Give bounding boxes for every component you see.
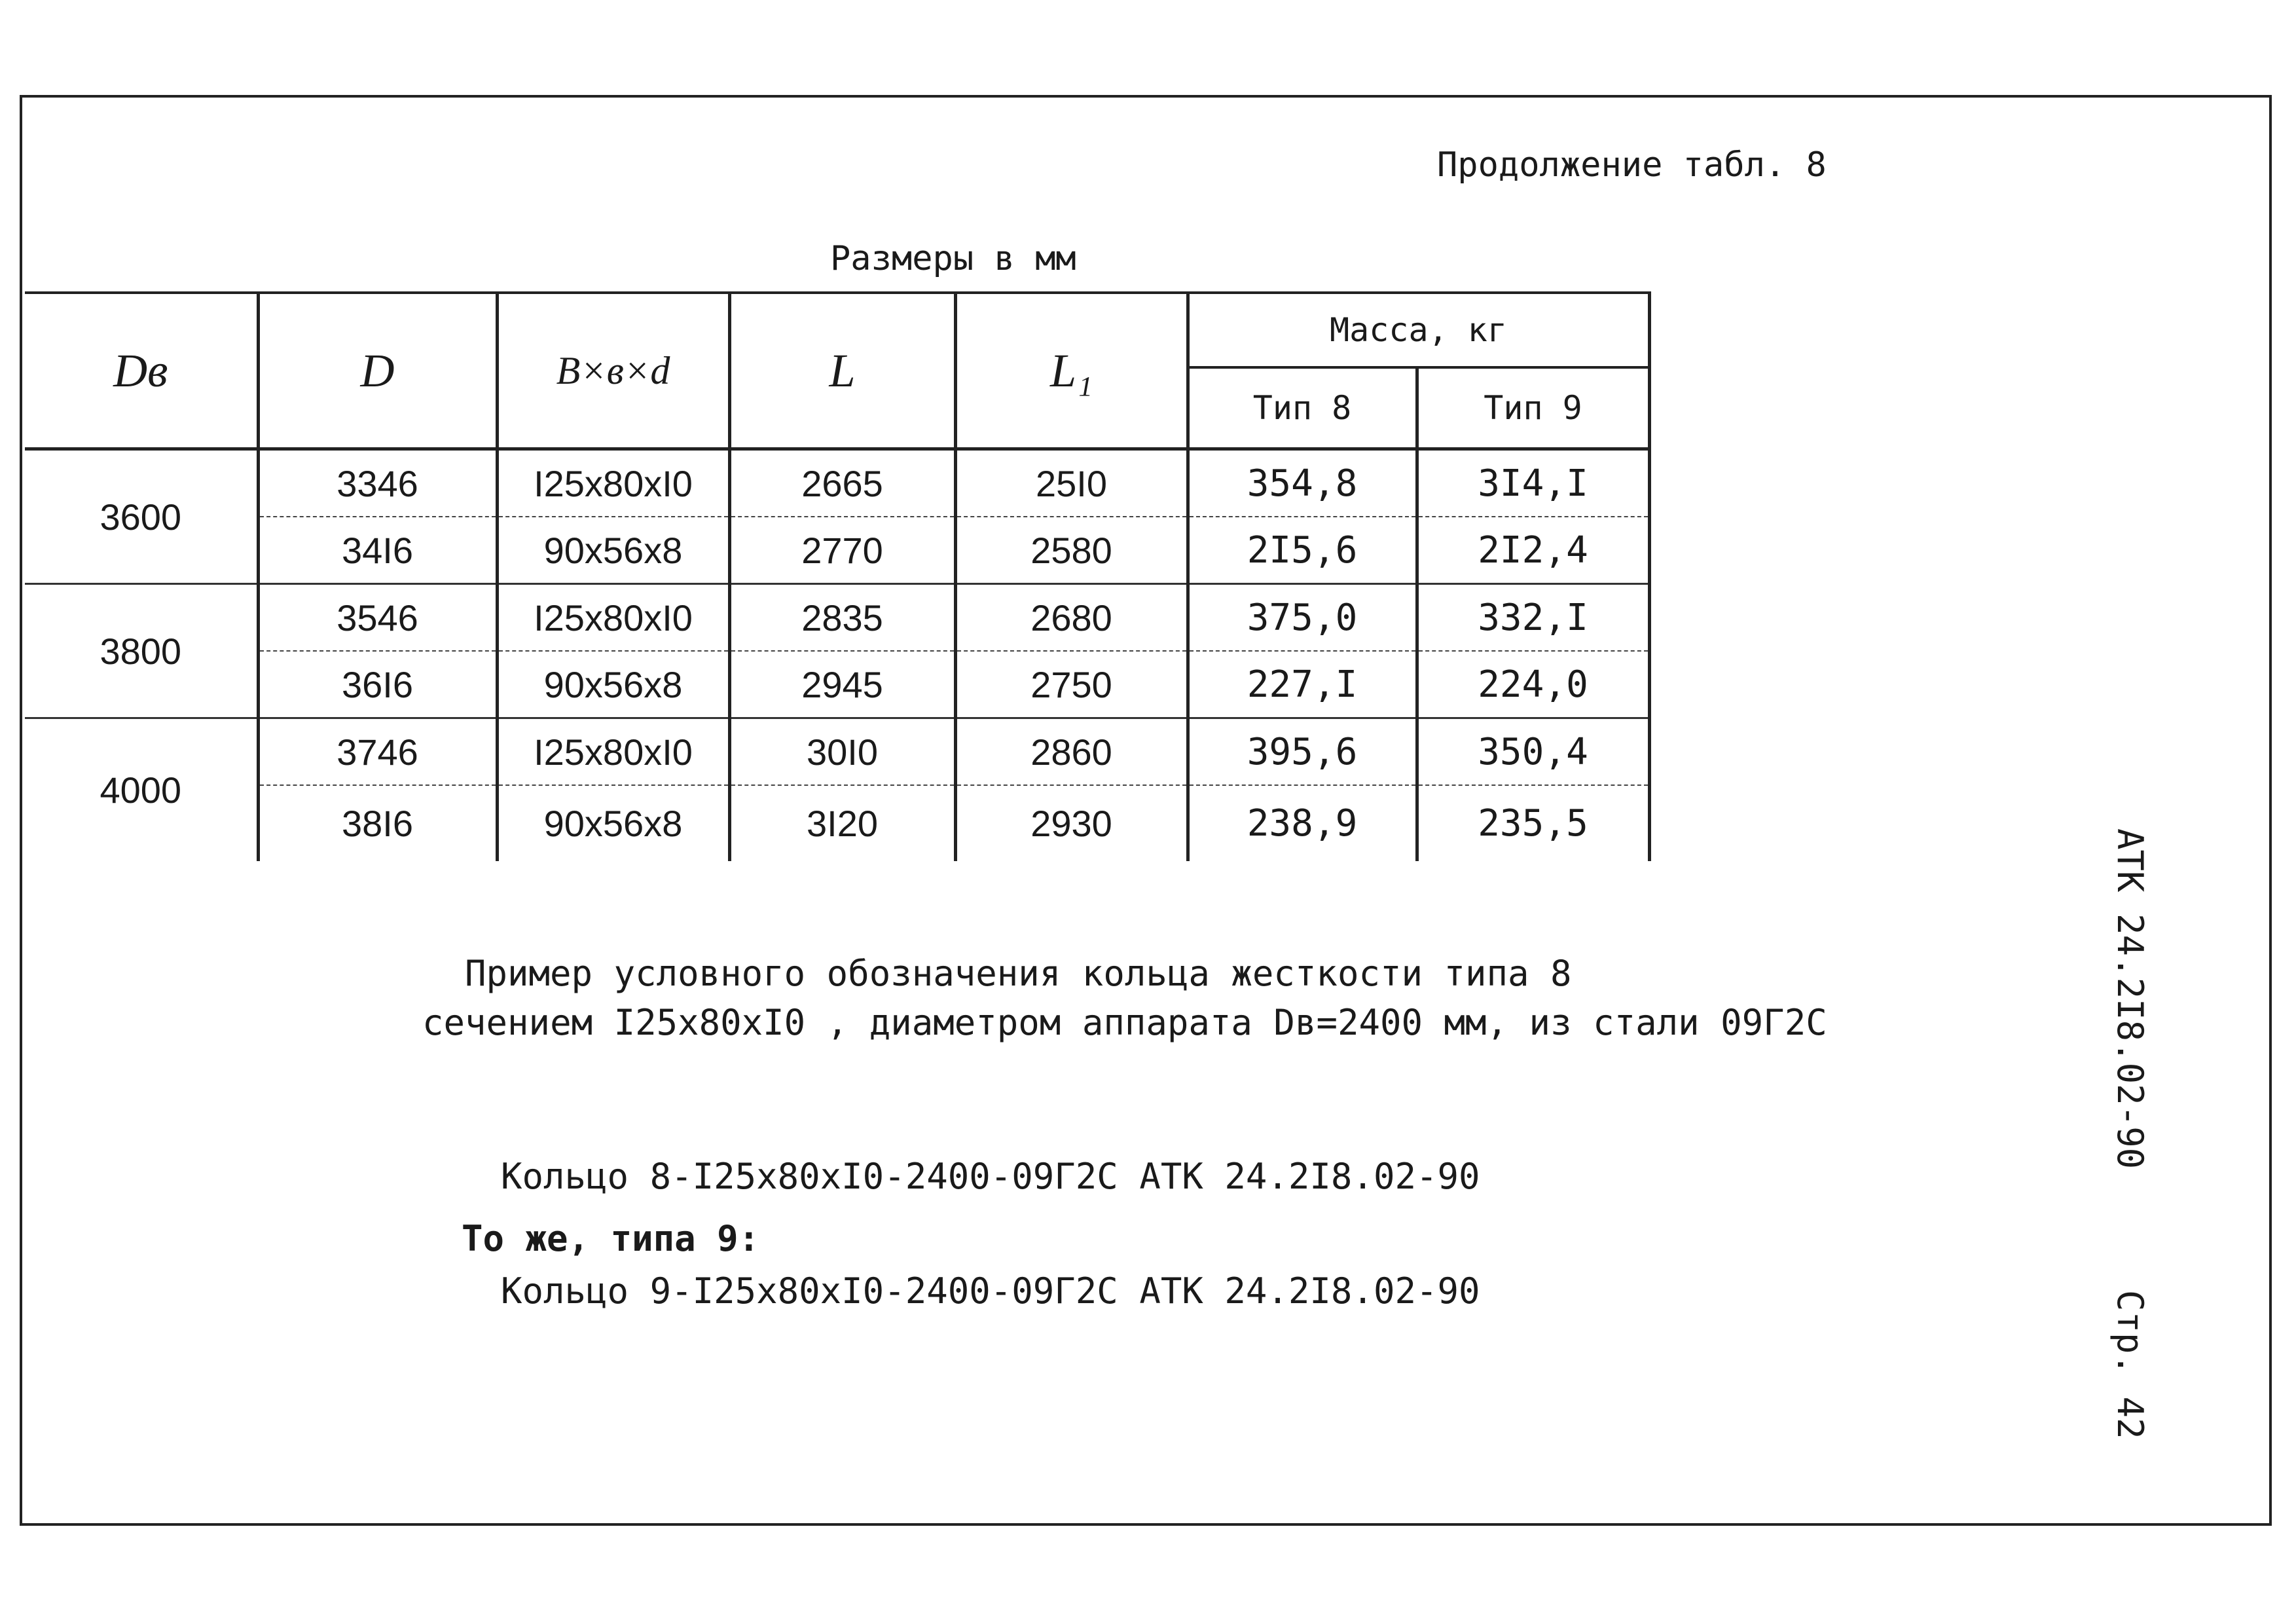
document-code: АТК 24.2I8.02-90: [2109, 828, 2151, 1170]
cell-dv: 3800: [25, 584, 258, 718]
units-note: Размеры в мм: [830, 239, 1076, 278]
cell-mass-type8: 395,6: [1188, 718, 1417, 786]
cell-d: 34I6: [258, 517, 497, 584]
header-type9: Тип 9: [1417, 367, 1649, 449]
cell-mass-type9: 224,0: [1417, 651, 1649, 718]
table-row: [25, 718, 1649, 786]
cell-section: 90x56x8: [497, 785, 729, 861]
cell-d: 3746: [258, 718, 497, 786]
cell-d: 3546: [258, 584, 497, 652]
cell-section: 90x56x8: [497, 651, 729, 718]
cell-l: 3I20: [729, 785, 955, 861]
cell-l: 30I0: [729, 718, 955, 786]
cell-d: 3346: [258, 449, 497, 517]
designation-type8: Кольцо 8-I25x80xI0-2400-09Г2С АТК 24.2I8.02-90: [501, 1156, 1480, 1197]
header-l1: L₁: [955, 293, 1188, 449]
cell-mass-type8: 2I5,6: [1188, 517, 1417, 584]
cell-dv: 3600: [25, 449, 258, 584]
cell-mass-type9: 235,5: [1417, 785, 1649, 861]
cell-d: 36I6: [258, 651, 497, 718]
dimensions-table: [25, 291, 1651, 861]
table-continuation-title: Продолжение табл. 8: [1437, 145, 1827, 185]
page-number: Стр. 42: [2109, 1290, 2151, 1439]
header-type8: Тип 8: [1188, 367, 1417, 449]
cell-l1: 2930: [955, 785, 1188, 861]
cell-l: 2665: [729, 449, 955, 517]
cell-l: 2835: [729, 584, 955, 652]
cell-section: I25x80xI0: [497, 718, 729, 786]
header-d: D: [258, 293, 497, 449]
cell-section: 90x56x8: [497, 517, 729, 584]
cell-l1: 2680: [955, 584, 1188, 652]
cell-l1: 2750: [955, 651, 1188, 718]
table-row: [25, 449, 1649, 517]
example-line-2: сечением I25x80xI0 , диаметром аппарата Dв=2400 мм, из стали 09Г2С: [422, 1002, 1827, 1043]
table-row: [25, 785, 1649, 861]
designation-type9: Кольцо 9-I25x80xI0-2400-09Г2С АТК 24.2I8.02-90: [501, 1270, 1480, 1312]
header-dv: Dв: [25, 293, 258, 449]
table-row: [25, 651, 1649, 718]
cell-mass-type8: 354,8: [1188, 449, 1417, 517]
header-l: L: [729, 293, 955, 449]
cell-l1: 25I0: [955, 449, 1188, 517]
cell-mass-type9: 332,I: [1417, 584, 1649, 652]
cell-mass-type8: 238,9: [1188, 785, 1417, 861]
cell-dv: 4000: [25, 718, 258, 862]
cell-section: I25x80xI0: [497, 449, 729, 517]
cell-d: 38I6: [258, 785, 497, 861]
header-section: B×в×d: [497, 293, 729, 449]
cell-mass-type9: 350,4: [1417, 718, 1649, 786]
cell-mass-type9: 3I4,I: [1417, 449, 1649, 517]
table-row: [25, 517, 1649, 584]
cell-mass-type9: 2I2,4: [1417, 517, 1649, 584]
same-type9-label: То же, типа 9:: [462, 1218, 760, 1259]
cell-mass-type8: 227,I: [1188, 651, 1417, 718]
header-mass: Масса, кг: [1188, 293, 1649, 367]
example-line-1: Пример условного обозначения кольца жесткости типа 8: [465, 953, 1572, 994]
cell-mass-type8: 375,0: [1188, 584, 1417, 652]
cell-l1: 2860: [955, 718, 1188, 786]
cell-l: 2945: [729, 651, 955, 718]
cell-l: 2770: [729, 517, 955, 584]
table-row: [25, 584, 1649, 652]
cell-l1: 2580: [955, 517, 1188, 584]
cell-section: I25x80xI0: [497, 584, 729, 652]
